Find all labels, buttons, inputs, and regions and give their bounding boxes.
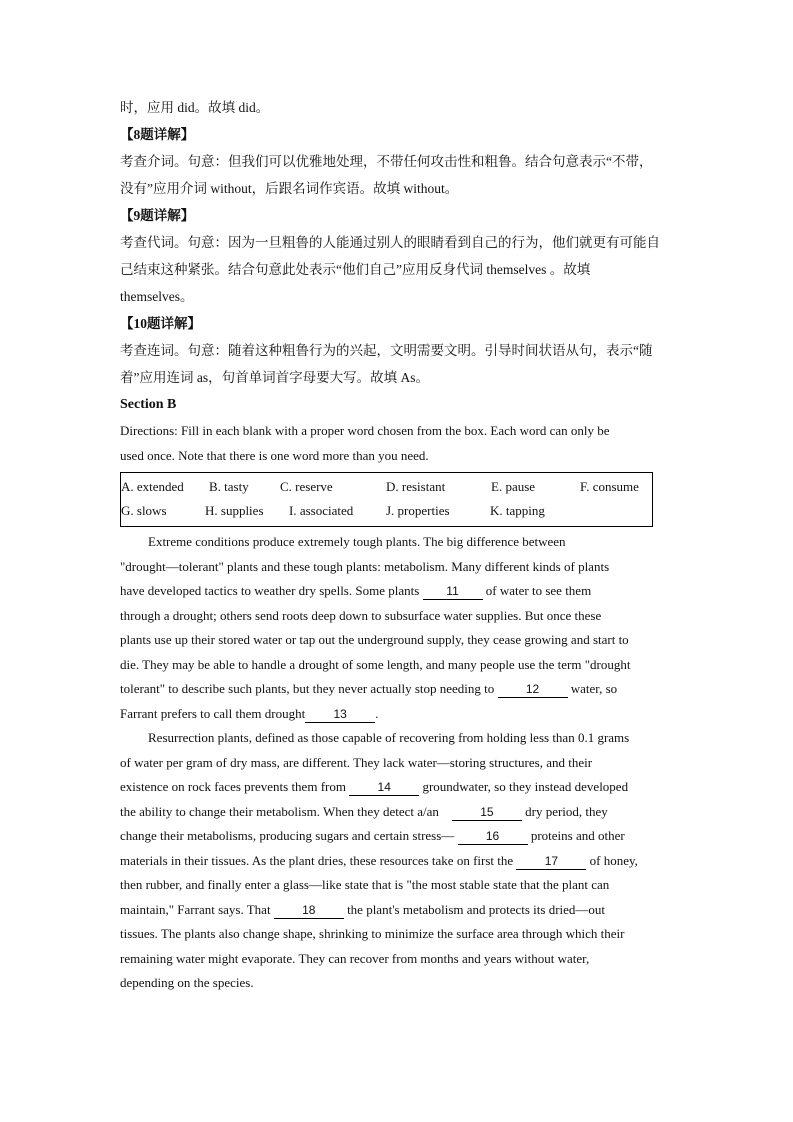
q9-line-1: 考查代词。句意：因为一旦粗鲁的人能通过别人的眼睛看到自己的行为，他们就更有可能自 [120, 235, 660, 250]
option-a: A. extended [121, 479, 184, 494]
word-box-row-2 [121, 499, 652, 523]
p2-line-1: Resurrection plants, defined as those capable of recovering from holding less than 0.1 grams [148, 730, 630, 745]
p2-line-9: tissues. The plants also change shape, shrinking to minimize the surface area through which their [120, 926, 625, 941]
option-e: E. pause [491, 479, 536, 494]
p2-line-8: maintain," Farrant says. That 18 the plant's metabolism and protects its dried—out [120, 901, 606, 917]
q10-line-1: 考查连词。句意：随着这种粗鲁行为的兴起，文明需要文明。引导时间状语从句，表示“随 [120, 343, 653, 358]
p2-line-6: materials in their tissues. As the plant dries, these resources take on first the 17 of honey, [120, 852, 638, 868]
q8-line-1: 考查介词。句意：但我们可以优雅地处理，不带任何攻击性和粗鲁。结合句意表示“不带， [120, 154, 653, 169]
p1-line-7: tolerant" to describe such plants, but they never actually stop needing to 12 water, so [120, 681, 618, 696]
p1-line-6: die. They may be able to handle a drought of some length, and many people use the term "drought [120, 656, 631, 672]
option-g: G. slows [121, 503, 167, 518]
p2-line-4: the ability to change their metabolism. When they detect a/an 15 dry period, they [120, 803, 608, 819]
blank-18[interactable]: 18 [274, 902, 344, 919]
blank-11[interactable]: 11 [423, 583, 483, 600]
blank-13[interactable]: 13 [305, 706, 375, 723]
blank-17[interactable]: 17 [516, 853, 586, 870]
word-box-row-1 [121, 475, 652, 499]
option-h: H. supplies [205, 503, 264, 518]
blank-12[interactable]: 12 [498, 681, 568, 698]
q9-line-3: themselves。 [120, 289, 194, 304]
section-b-title: Section B [120, 397, 177, 412]
p2-line-5: change their metabolisms, producing sugars and certain stress— 16 proteins and other [120, 828, 625, 843]
document-page [120, 94, 675, 996]
p2-line-2: of water per gram of dry mass, are different. They lack water—storing structures, and their [120, 754, 593, 770]
directions-line-1: Directions: Fill in each blank with a proper word chosen from the box. Each word can only be [120, 423, 610, 438]
q8-line-2: 没有”应用介词 without，后跟名词作宾语。故填 without。 [120, 181, 459, 196]
option-f: F. consume [580, 479, 639, 494]
p1-line-2: "drought—tolerant" plants and these tough plants: metabolism. Many different kinds of plants [120, 558, 610, 574]
word-box [120, 472, 653, 527]
p1-line-3: have developed tactics to weather dry spells. Some plants 11 of water to see them [120, 583, 592, 598]
blank-15[interactable]: 15 [452, 804, 522, 821]
blank-14[interactable]: 14 [349, 779, 419, 796]
q9-line-2: 己结束这种紧张。结合句意此处表示“他们自己”应用反身代词 themselves 。故填 [120, 262, 591, 277]
option-i: I. associated [289, 503, 354, 518]
directions-line-2: used once. Note that there is one word more than you need. [120, 447, 429, 463]
explanation-q7-end: 时，应用 did。故填 did。 [120, 100, 270, 115]
p1-line-5: plants use up their stored water or tap out the underground supply, they cease growing and start to [120, 632, 629, 647]
option-k: K. tapping [490, 503, 545, 518]
q10-line-2: 着”应用连词 as，句首单词首字母要大写。故填 As。 [120, 370, 429, 385]
p2-line-10: remaining water might evaporate. They can recover from months and years without water, [120, 950, 590, 966]
option-b: B. tasty [209, 479, 249, 494]
p2-line-7: then rubber, and finally enter a glass—like state that is "the most stable state that the plant can [120, 877, 610, 892]
p2-line-3: existence on rock faces prevents them from 14 groundwater, so they instead developed [120, 779, 629, 794]
option-d: D. resistant [386, 479, 446, 494]
blank-16[interactable]: 16 [458, 828, 528, 845]
q8-title: 【8题详解】 [120, 127, 195, 142]
option-j: J. properties [386, 503, 450, 518]
p1-line-1: Extreme conditions produce extremely tough plants. The big difference between [148, 534, 566, 549]
q10-title: 【10题详解】 [120, 316, 201, 331]
q9-title: 【9题详解】 [120, 208, 195, 223]
option-c: C. reserve [280, 479, 333, 494]
p1-line-8: Farrant prefers to call them drought 13 . [120, 705, 379, 721]
p2-line-11: depending on the species. [120, 975, 254, 990]
p1-line-4: through a drought; others send roots deep down to subsurface water supplies. But once these [120, 607, 602, 623]
